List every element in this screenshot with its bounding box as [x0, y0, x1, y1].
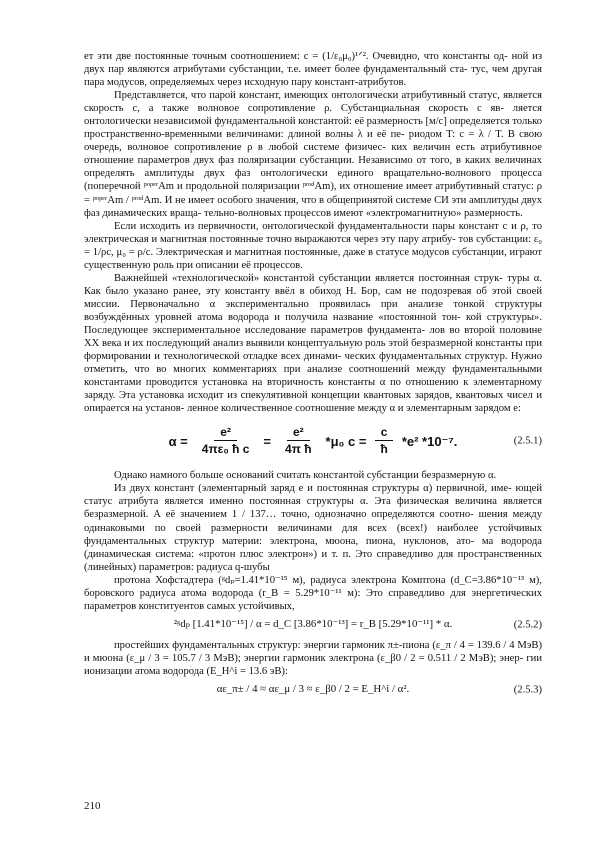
mu0-c-term: *μ₀ c = — [325, 433, 367, 449]
equation-number: (2.5.3) — [513, 684, 542, 696]
paragraph-4: Важнейшей «технологической» константой субстанции является постоянная струк- туры α. Как было указано ранее, эту константу ввёл в обиход Н. Бор, сам не подозревая об этой своей миссии. Первоначально α экспериментально проявилась при анализе тонкой структуры возбуждённых уровней атома водорода и получила название «постоянной тон- кой структуры». Последующее экспериментальное исследование параметров фундамента- лов во второй половине XX века и их последующий анализ выявили концептуальную роль этой безразмерной константы при формировании и технологической отладке всех динами- ческих фундаментальных структур. Нужно отметить, что во многих комментариях при анализе соотношений между фундаментальными константами проводится установка на вторичность константы α по отношению к элементарному заряду. Эта установка исходит из спекулятивной концепции квантовых зарядов, квантовых чисел и опирается на установ- ленное количественное соотношение между α и элементарным зарядом e: — [84, 272, 543, 415]
paragraph-7: протона Хофстадтера (ᵍdₚ=1.41*10⁻¹⁵ м), радиуса электрона Комптона (d_C=3.86*10⁻¹³ м), боровского радиуса атома водорода (r_B = 5.29*10⁻¹¹ м): Это справедливо для энергетических параметров конституентов самых устойчивых, — [84, 574, 542, 612]
body-text — [84, 50, 542, 704]
equation-2-5-2 — [84, 615, 542, 635]
equals-sign: = — [263, 433, 272, 449]
page-number: 210 — [84, 800, 101, 812]
paragraph-6: Из двух констант (элементарный заряд e и постоянная структуры α) первичной, име- ющей статус атрибута является именно постоянная структуры α. Эта физическая величина является безразмерной. А её значением 1 / 137… точно, однозначно определяются соотно- шения между одинаковыми по своей размерности величинами для всех (всех!) наиболее устойчивых фундаментальных структур материи: электрона, мюона, пиона, нуклонов, ато- ма водорода (динамическая система: «протон плюс электрон») и т. п. Это справедливо для пространственных (линейных) параметров: радиуса q-шубы — [84, 483, 542, 573]
paragraph-5: Однако намного больше оснований считать константой субстанции безразмерную α. — [114, 470, 497, 482]
paragraph-8: простейших фундаментальных структур: энергии гармоник π±-пиона (ε_π / 4 = 139.6 / 4 МэВ) и мюона (ε_μ / 3 = 105.7 / 3 МэВ); энергии гармоник электрона (ε_β0 / 2 = 0.511 / 2 МэВ); энер- гии ионизации атома водорода (E_H^i = 13.6 эВ): — [84, 639, 542, 677]
equation-body: αε_π± / 4 ≈ αε_μ / 3 ≈ ε_β0 / 2 = E_H^i / α². — [216, 683, 410, 696]
fraction-2: $\frac{\text{e²}}{\text{4π ħ}}$ — [285, 425, 312, 457]
alpha-symbol: α = — [168, 433, 188, 449]
charge-term: *e² *10⁻⁷. — [401, 433, 458, 449]
fraction-3: $\frac{c}{ħ}$ — [374, 426, 393, 456]
equation-number: (2.5.1) — [513, 435, 542, 447]
fraction-1: $\frac{\text{e²}}{\text{4πε₀ ħ c}}$ — [201, 425, 250, 457]
paragraph-1: ет эти две постоянные точным соотношением: c = (1/ε₀μ₀)¹ᐟ². Очевидно, что константы од- ной из двух пар являются атрибутами субстанции, т.е. имеет более фундаментальный ста- тус, чем другая пара модусов, определяемых через исходную пару констант-атрибутов. — [84, 51, 542, 89]
equation-2-5-3 — [84, 680, 542, 700]
equation-number: (2.5.2) — [513, 619, 542, 631]
equation-body: ²ᵍdₚ [1.41*10⁻¹⁵] / α = d_C [3.86*10⁻¹³] = r_B [5.29*10⁻¹¹] * α. — [173, 618, 453, 631]
equation-2-5-1 — [84, 419, 542, 463]
paragraph-2: Представляется, что парой констант, имеющих онтологически атрибутивный статус, является скорость c, а также волновое сопротивление ρ. Субстанциальная скорость c яв- ляется онтологически независимой фундаментальной константой: её размерность [м/с] определяется только пространственно-временными величинами: длиной волны λ и её пе- риодом T: c = λ / T. В свою очередь, волновое сопротивление ρ в любой системе физичес- ких величин есть атрибутивное отношение параметров двух фаз поляризации субстанции. Независимо от того, в каких величинах определять амплитуды двух фаз онтологически единого вращательно-волнового процесса (поперечной ᵖᵒᵖᵉʳAm и продольной поляризации ᵖʳᵒᵈAm), их отношение имеет атрибутивный статус: ρ = ᵖᵒᵖᵉʳAm / ᵖʳᵒᵈAm. И не имеет особого значения, что в общепринятой системе СИ эти амплитуды двух фаз динамических враща- тельно-волновых процессов имеют «электромагнитную» размерность. — [84, 90, 543, 219]
paragraph-3: Если исходить из первичности, онтологической фундаментальности пары констант c и ρ, то электрическая и магнитная постоянные точно выражаются через эту пару атрибу- тов субстанции: ε₀ = 1/ρc, μ₀ = ρ/c. Электрическая и магнитная постоянные, даже в статусе модусов субстанции, играют существенную роль при описании её процессов. — [84, 220, 542, 271]
